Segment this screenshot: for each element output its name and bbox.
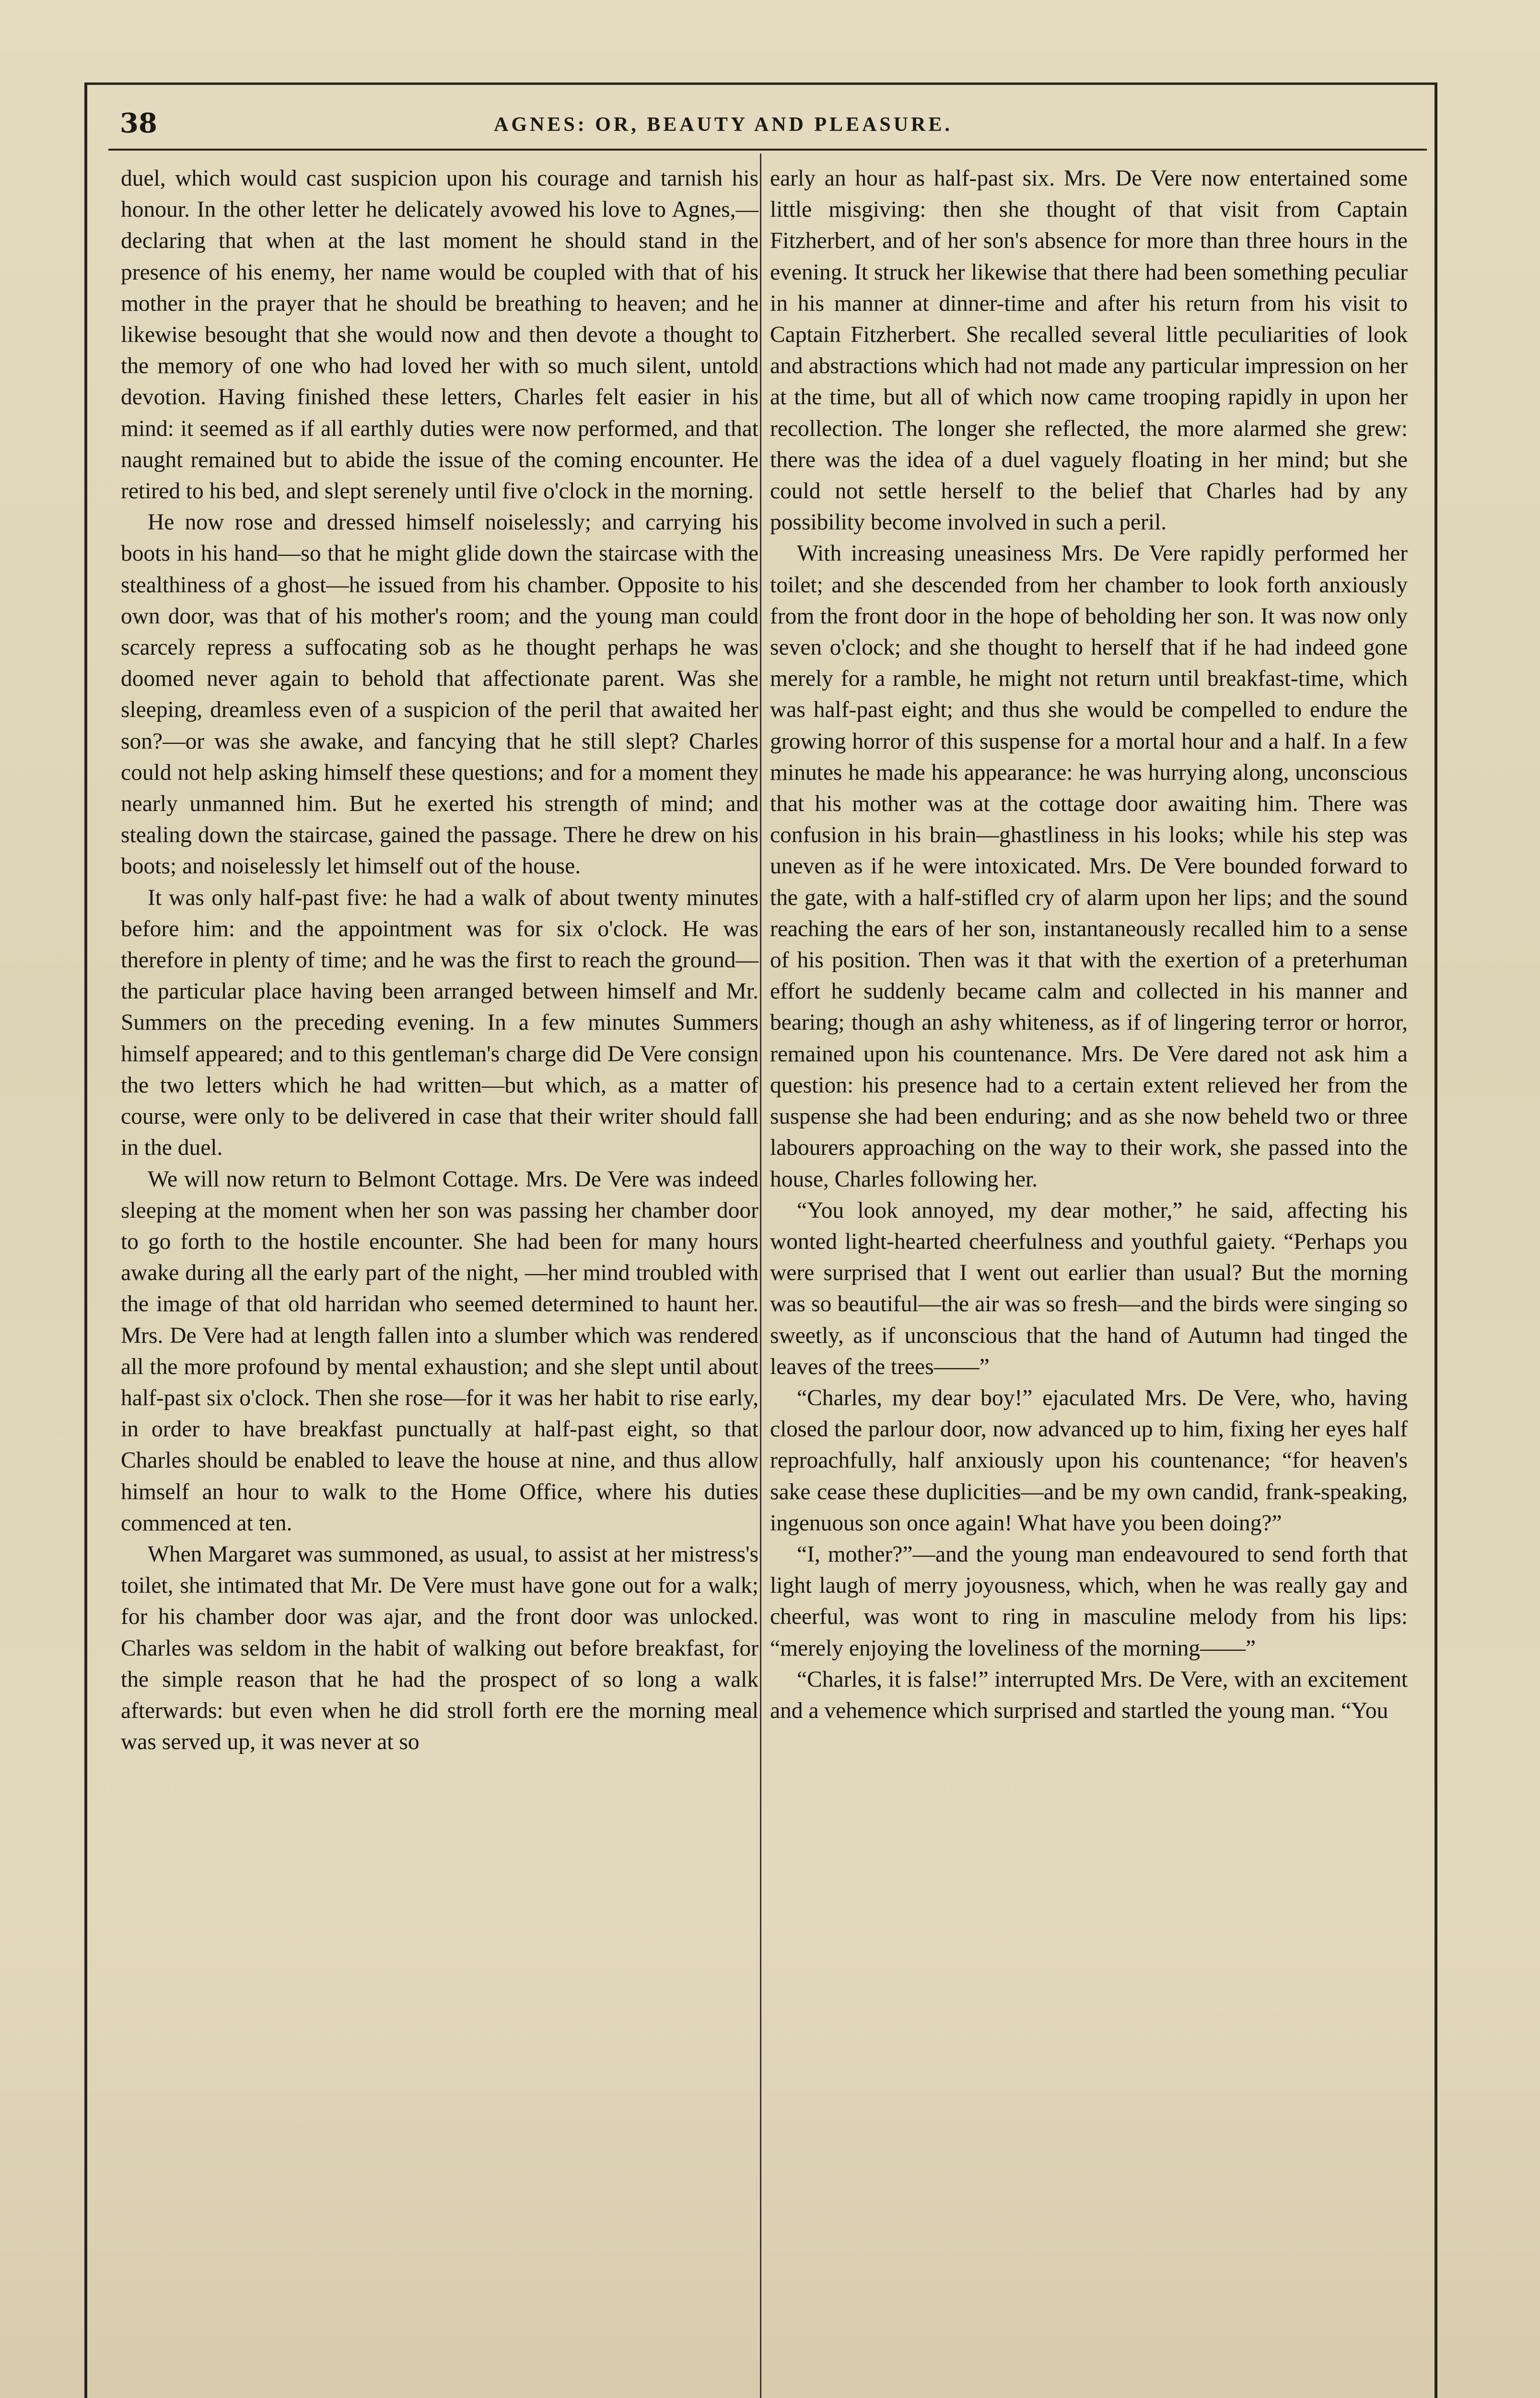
right-column <box>770 163 1408 1727</box>
column-divider <box>760 153 761 2398</box>
paragraph: “You look annoyed, my dear mother,” he said, affecting his wonted light-hearted cheerfulness and youthful gaiety. “Perhaps you were surprised that I went out earlier than usual? But the morning was so beautiful—the air was so fresh—and the birds were singing so sweetly, as if unconscious that the hand of Autumn had tinged the leaves of the trees——” <box>770 1198 1408 1379</box>
paragraph: early an hour as half-past six. Mrs. De Vere now entertained some little misgiving: then she thought of that visit from Captain Fitzherbert, and of her son's absence for more than three hours in the evening. It struck her likewise that there had been something peculiar in his manner at dinner-time and after his return from his visit to Captain Fitzherbert. She recalled several little peculiarities of look and abstractions which had not made any particular impression on her at the time, but all of which now came trooping rapidly in upon her recollection. The longer she reflected, the more alarmed she grew: there was the idea of a duel vaguely floating in her mind; but she could not settle herself to the belief that Charles had by any possibility become involved in such a peril. <box>770 166 1408 535</box>
paragraph: With increasing uneasiness Mrs. De Vere rapidly performed her toilet; and she descended from her chamber to look forth anxiously from the front door in the hope of beholding her son. It was now only seven o'clock; and she thought to herself that if he had indeed gone merely for a ramble, he might not return until breakfast-time, which was half-past eight; and thus she would be compelled to endure the growing horror of this suspense for a mortal hour and a half. In a few minutes he made his appearance: he was hurrying along, unconscious that his mother was at the cottage door awaiting him. There was confusion in his brain—ghastliness in his looks; while his step was uneven as if he were intoxicated. Mrs. De Vere bounded forward to the gate, with a half-stifled cry of alarm upon her lips; and the sound reaching the ears of her son, instantaneously recalled him to a sense of his position. Then was it that with the exertion of a preterhuman effort he suddenly became calm and collected in his manner and bearing; though an ashy whiteness, as if of lingering terror or horror, remained upon his countenance. Mrs. De Vere dared not ask him a question: his presence had to a certain extent relieved her from the suspense she had been enduring; and as she now beheld two or three labourers approaching on the way to their work, she passed into the house, Charles following her. <box>770 541 1408 1192</box>
page-number: 38 <box>120 107 157 139</box>
paragraph: “I, mother?”—and the young man endeavoured to send forth that light laugh of merry joyousness, which, when he was really gay and cheerful, was wont to ring in masculine melody from his lips: “merely enjoying the loveliness of the morning——” <box>770 1541 1408 1661</box>
paragraph: duel, which would cast suspicion upon his courage and tarnish his honour. In the other letter he delicately avowed his love to Agnes,—declaring that when at the last moment he should stand in the presence of his enemy, her name would be coupled with that of his mother in the prayer that he should be breathing to heaven; and he likewise besought that she would now and then devote a thought to the memory of one who had loved her with so much silent, untold devotion. Having finished these letters, Charles felt easier in his mind: it seemed as if all earthly duties were now performed, and that naught remained but to abide the issue of the coming encounter. He retired to his bed, and slept serenely until five o'clock in the morning. <box>121 166 758 504</box>
paragraph: When Margaret was summoned, as usual, to assist at her mistress's toilet, she intimated that Mr. De Vere must have gone out for a walk; for his chamber door was ajar, and the front door was unlocked. Charles was seldom in the habit of walking out before breakfast, for the simple reason that he had the prospect of so long a walk afterwards: but even when he did stroll forth ere the morning meal was served up, it was never at so <box>121 1541 758 1755</box>
left-column <box>121 163 758 1758</box>
header-rule <box>108 149 1427 151</box>
paragraph: It was only half-past five: he had a walk of about twenty minutes before him: and the appointment was for six o'clock. He was therefore in plenty of time; and he was the first to reach the ground—the particular place having been arranged between himself and Mr. Summers on the preceding evening. In a few minutes Summers himself appeared; and to this gentleman's charge did De Vere consign the two letters which he had written—but which, as a matter of course, were only to be delivered in case that their writer should fall in the duel. <box>121 885 758 1161</box>
page-header <box>110 106 1405 145</box>
running-title: AGNES: OR, BEAUTY AND PLEASURE. <box>494 114 953 136</box>
paragraph: “Charles, it is false!” interrupted Mrs. De Vere, with an excitement and a vehemence which surprised and startled the young man. “You <box>770 1667 1408 1723</box>
paragraph: “Charles, my dear boy!” ejaculated Mrs. De Vere, who, having closed the parlour door, now advanced up to him, fixing her eyes half reproachfully, half anxiously upon his countenance; “for heaven's sake cease these duplicities—and be my own candid, frank-speaking, ingenuous son once again! What have you been doing?” <box>770 1385 1408 1536</box>
paragraph: He now rose and dressed himself noiselessly; and carrying his boots in his hand—so that he might glide down the staircase with the stealthiness of a ghost—he issued from his chamber. Opposite to his own door, was that of his mother's room; and the young man could scarcely repress a suffocating sob as he thought perhaps he was doomed never again to behold that affectionate parent. Was she sleeping, dreamless even of a suspicion of the peril that awaited her son?—or was she awake, and fancying that he still slept? Charles could not help asking himself these questions; and for a moment they nearly unmanned him. But he exerted his strength of mind; and stealing down the staircase, gained the passage. There he drew on his boots; and noiselessly let himself out of the house. <box>121 510 758 879</box>
paragraph: We will now return to Belmont Cottage. Mrs. De Vere was indeed sleeping at the moment when her son was passing her chamber door to go forth to the hostile encounter. She had been for many hours awake during all the early part of the night, —her mind troubled with the image of that old harridan who seemed determined to haunt her. Mrs. De Vere had at length fallen into a slumber which was rendered all the more profound by mental exhaustion; and she slept until about half-past six o'clock. Then she rose—for it was her habit to rise early, in order to have breakfast punctually at half-past eight, so that Charles should be enabled to leave the house at nine, and thus allow himself an hour to walk to the Home Office, where his duties commenced at ten. <box>121 1166 758 1536</box>
